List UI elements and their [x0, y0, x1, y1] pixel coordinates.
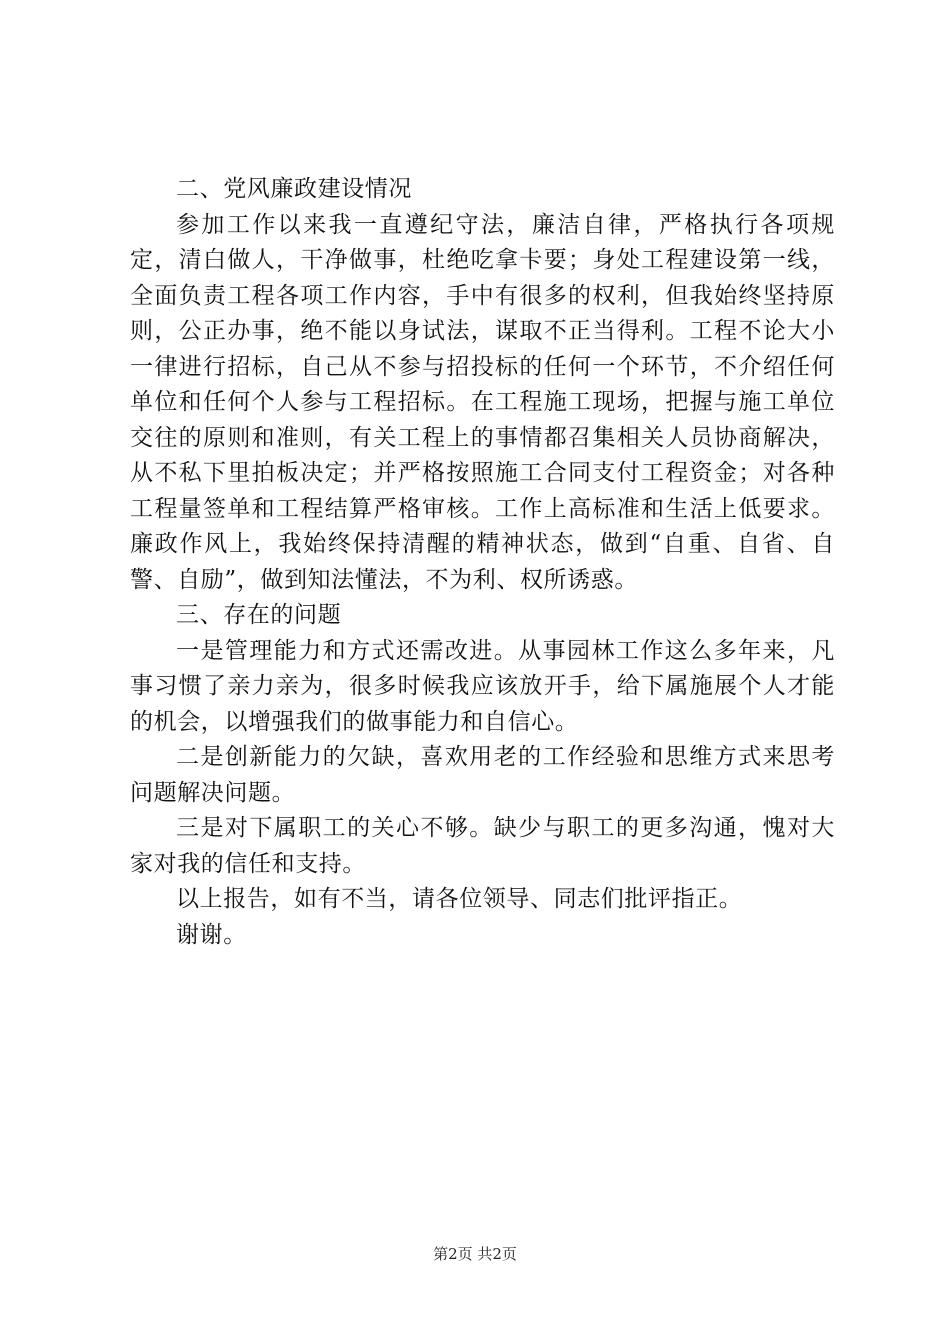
- section-heading-problems: 三、存在的问题: [176, 602, 342, 628]
- paragraph-problem-care: 三是对下属职工的关心不够。缺少与职工的更多沟通，愧对大家对我的信任和支持。: [130, 815, 835, 877]
- paragraph-party-conduct: 参加工作以来我一直遵纪守法，廉洁自律，严格执行各项规定，清白做人，干净做事，杜绝吃拿卡要；身处工程建设第一线，全面负责工程各项工作内容，手中有很多的权利，但我始终坚持原则，公正办事，绝不能以身试法，谋取不正当得利。工程不论大小一律进行招标，自己从不参与招投标的任何一个环节，不介绍任何单位和任何个人参与工程招标。在工程施工现场，把握与施工单位交往的原则和准则，有关工程上的事情都召集相关人员协商解决，从不私下里拍板决定；并严格按照施工合同支付工程资金；对各种工程量签单和工程结算严格审核。工作上高标准和生活上低要求。廉政作风上，我始终保持清醒的精神状态，做到“自重、自省、自警、自励”，做到知法懂法，不为利、权所诱惑。: [130, 211, 835, 593]
- paragraph-closing-report: 以上报告，如有不当，请各位领导、同志们批评指正。: [176, 886, 743, 912]
- page-number-footer: 第2页 共2页: [433, 1245, 517, 1263]
- paragraph-problem-management: 一是管理能力和方式还需改进。从事园林工作这么多年来，凡事习惯了亲力亲为，很多时候我应该放开手，给下属施展个人才能的机会，以增强我们的做事能力和自信心。: [130, 637, 835, 735]
- document-body: [130, 172, 835, 953]
- section-heading-party-conduct: 二、党风廉政建设情况: [176, 176, 412, 202]
- paragraph-problem-innovation: 二是创新能力的欠缺，喜欢用老的工作经验和思维方式来思考问题解决问题。: [130, 744, 835, 806]
- paragraph-thanks: 谢谢。: [176, 921, 247, 948]
